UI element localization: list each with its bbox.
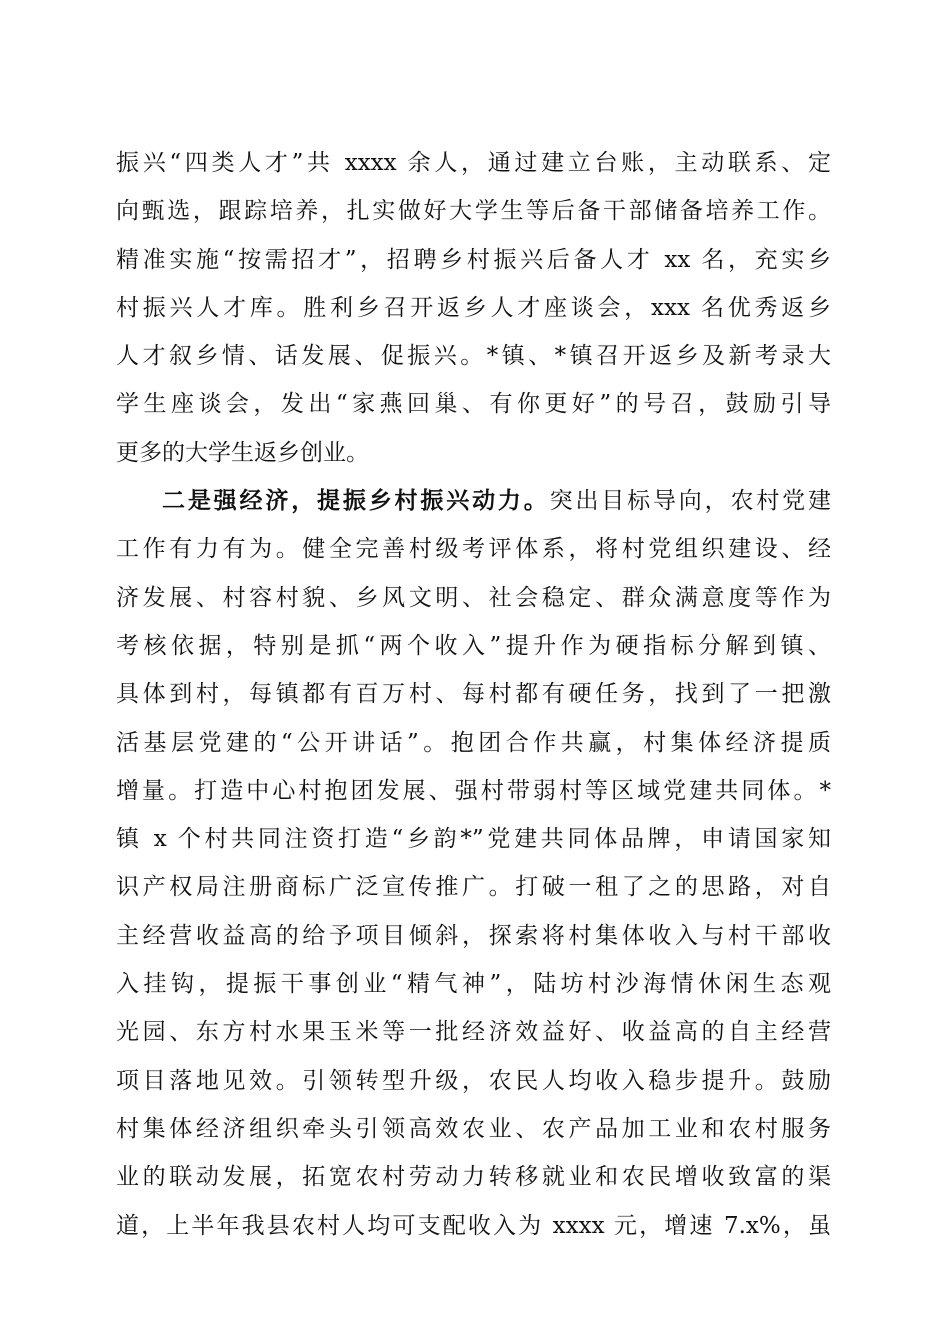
text-line: 项目落地见效。引领转型升级，农民人均收入稳步提升。鼓励: [116, 1067, 831, 1094]
paragraph-heading: 二是强经济，提振乡村振兴动力。: [162, 487, 550, 515]
text-line: 考核依据，特别是抓“两个收入”提升作为硬指标分解到镇、: [116, 632, 831, 659]
text-line: 增量。打造中心村抱团发展、强村带弱村等区域党建共同体。*: [116, 777, 831, 804]
text-line: 向甄选，跟踪培养，扎实做好大学生等后备干部储备培养工作。: [116, 198, 831, 225]
text-line: 入挂钩，提振干事创业“精气神”，陆坊村沙海情休闲生态观: [116, 971, 831, 998]
paragraph-2: [116, 477, 831, 1250]
text-line: 人才叙乡情、话发展、促振兴。*镇、*镇召开返乡及新考录大: [116, 343, 831, 370]
text-line: 振兴“四类人才”共 xxxx 余人，通过建立台账，主动联系、定: [116, 150, 831, 176]
text-line: 济发展、村容村貌、乡风文明、社会稳定、群众满意度等作为: [116, 584, 831, 611]
text-line: 村集体经济组织牵头引领高效农业、农产品加工业和农村服务: [116, 1115, 831, 1142]
paragraph-1: [116, 139, 831, 477]
paragraph-2-first-line: [116, 477, 831, 525]
text-line: 主经营收益高的给予项目倾斜，探索将村集体收入与村干部收: [116, 922, 831, 949]
text-line: 精准实施“按需招才”，招聘乡村振兴后备人才 xx 名，充实乡: [116, 246, 831, 273]
text-line: 活基层党建的“公开讲话”。抱团合作共赢，村集体经济提质: [116, 729, 831, 756]
text-line: 具体到村，每镇都有百万村、每村都有硬任务，找到了一把激: [116, 681, 831, 708]
text-line: 工作有力有为。健全完善村级考评体系，将村党组织建设、经: [116, 536, 831, 563]
text-line: 道，上半年我县农村人均可支配收入为 xxxx 元，增速 7.x%，虽: [116, 1212, 831, 1239]
text-line: 光园、东方村水果玉米等一批经济效益好、收益高的自主经营: [116, 1019, 831, 1046]
text-line: 识产权局注册商标广泛宣传推广。打破一租了之的思路，对自: [116, 874, 831, 901]
text-line: 村振兴人才库。胜利乡召开返乡人才座谈会，xxx 名优秀返乡: [116, 294, 831, 321]
text-line: 更多的大学生返乡创业。: [116, 439, 369, 466]
text-line: 学生座谈会，发出“家燕回巢、有你更好”的号召，鼓励引导: [116, 391, 831, 418]
text-line: 业的联动发展，拓宽农村劳动力转移就业和农民增收致富的渠: [116, 1164, 831, 1191]
text-line: 镇 x 个村共同注资打造“乡韵*”党建共同体品牌，申请国家知: [116, 826, 831, 853]
text-span: 突出目标导向，农村党建: [549, 488, 832, 515]
body-text: [116, 139, 831, 1250]
